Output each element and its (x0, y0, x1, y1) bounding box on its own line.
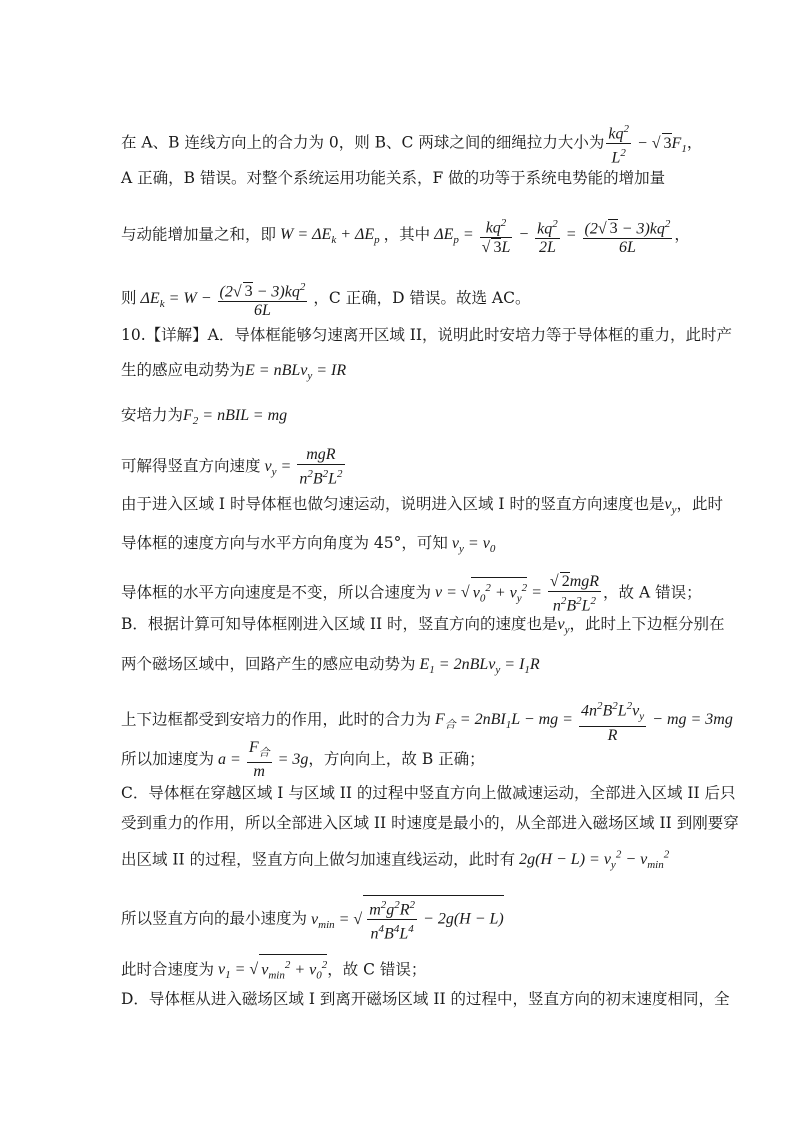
text-span: 与动能增加量之和，即 (121, 225, 277, 244)
formula-emf: E = nBLv$_y$ = IR (245, 362, 347, 383)
text-span: 生的感应电动势为 (121, 361, 246, 379)
text-span: ，此时 (676, 495, 723, 513)
formula-emf1: $E_1$ = 2nBLv$_y$ = $I_1R$ (415, 656, 540, 677)
text-line-6 (121, 360, 346, 386)
formula-vy-v0: $v_y = v_0$ (447, 535, 496, 556)
text-span: 所以竖直方向的最小速度为 (121, 909, 308, 928)
formula-kinetic: $\Delta E_k = W$ − $\frac{(2√ 3 - 3)kq^2}{6L}$ (137, 290, 314, 307)
text-line-18 (121, 845, 669, 876)
text-line-8 (121, 446, 347, 488)
formula-potential: $\Delta E_p$ = $\frac{kq^2}{√ 3L}$ − $\frac{kq^2}{2L}$ = $\frac{(2√ 3 - 3)kq^2}{6L}$ (430, 226, 674, 243)
text-span: 出区域 II 的过程，竖直方向上做匀加速直线运动，此时有 (121, 850, 516, 869)
formula-kinematics: $2g(H - L) = v_y^2 - v_{min}^2$ (515, 849, 670, 872)
formula-speed: v = √ $v_0^2 + v_y^2$ = $\frac{\text{√ 2mgR}}{n^2B^2L^2}$ (431, 573, 600, 615)
formula-acceleration: a = $\frac{F_合}{m}$ = 3g (214, 739, 309, 781)
formula-net-force: $F_合 = 2nBI_1L$ − mg = $\frac{4n^2B^2L^2v_y}{R}$ − mg = 3mg (431, 711, 733, 728)
text-span: 上下边框都受到安培力的作用，此时的合力为 (121, 710, 432, 729)
text-line-14 (121, 697, 733, 745)
text-line-19 (121, 895, 504, 944)
text-line-7 (121, 405, 287, 431)
text-span: 此时合速度为 (121, 960, 215, 979)
formula-tension: $\frac{kq^2}{L^2}$ − √ $3F_1$ (604, 135, 686, 152)
text-line-2: A 正确，B 错误。对整个系统运用功能关系，F 做的功等于系统电势能的增加量 (121, 169, 666, 187)
text-span: ， (674, 225, 690, 244)
text-span: ，故 A 错误； (603, 583, 702, 602)
text-line-16: C．导体框在穿越区域 I 与区域 II 的过程中竖直方向上做减速运动，全部进入区域 II 后只 (121, 784, 736, 802)
text-span: 可解得竖直方向速度 (121, 456, 261, 475)
text-line-21: D．导体框从进入磁场区域 I 到离开磁场区域 II 的过程中，竖直方向的初末速度相同，全 (121, 990, 730, 1008)
text-line-13 (121, 654, 540, 680)
text-line-12 (121, 614, 725, 640)
text-span: ，其中 (383, 225, 431, 244)
formula-ampere: $F_2$ = nBIL = mg (183, 407, 288, 428)
text-line-4 (121, 278, 530, 320)
text-line-11 (121, 572, 702, 615)
formula-vmin: $v_{min}$ = √ $\frac{m^2g^2R^2}{n^4B^4L^4}$ − 2g(H − L) (307, 911, 504, 928)
text-line-5: 10.【详解】A．导体框能够匀速离开区域 II，说明此时安培力等于导体框的重力，此时产 (121, 326, 733, 344)
text-span: ， (686, 133, 703, 152)
formula-vy-inline: $v_y$ (557, 616, 570, 637)
text-line-20 (121, 954, 426, 986)
formula-vy: $v_y$ = $\frac{\text{mgR}}{n^2B^2L^2}$ (260, 446, 343, 488)
text-line-1 (121, 120, 702, 168)
text-line-10 (121, 533, 495, 559)
formula-work: $W = \Delta E_k + \Delta E_p$ (276, 226, 380, 247)
text-line-15 (121, 739, 485, 781)
text-span: 安培力为 (121, 406, 184, 424)
text-line-9 (121, 494, 723, 520)
text-span: ，C 正确，D 错误。故选 AC。 (313, 288, 531, 307)
text-span: 所以加速度为 (121, 749, 215, 768)
text-span: 则 (121, 288, 137, 307)
text-span: 导体框的水平方向速度是不变，所以合速度为 (121, 583, 432, 602)
text-span: ，此时上下边框分别在 (569, 615, 725, 633)
formula-v1: $v_1$ = √ $v_{min}^2 + v_0^2$ (214, 961, 327, 978)
text-span: B．根据计算可知导体框刚进入区域 II 时，竖直方向的速度也是 (121, 615, 558, 633)
text-span: ，方向向上，故 B 正确； (308, 749, 485, 768)
formula-vy-inline: $v_y$ (664, 496, 677, 517)
text-span: 导体框的速度方向与水平方向角度为 45°，可知 (121, 534, 448, 552)
text-span: ，故 C 错误； (327, 960, 427, 979)
text-span: 由于进入区域 I 时导体框也做匀速运动，说明进入区域 I 时的竖直方向速度也是 (121, 495, 665, 513)
text-line-3 (121, 214, 690, 257)
text-span: 两个磁场区域中，回路产生的感应电动势为 (121, 655, 416, 673)
text-line-17: 受到重力的作用，所以全部进入区域 II 时速度是最小的，从全部进入磁场区域 II 到刚要穿 (121, 814, 739, 832)
text-span: 在 A、B 连线方向上的合力为 0，则 B、C 两球之间的细绳拉力大小为 (121, 133, 605, 152)
